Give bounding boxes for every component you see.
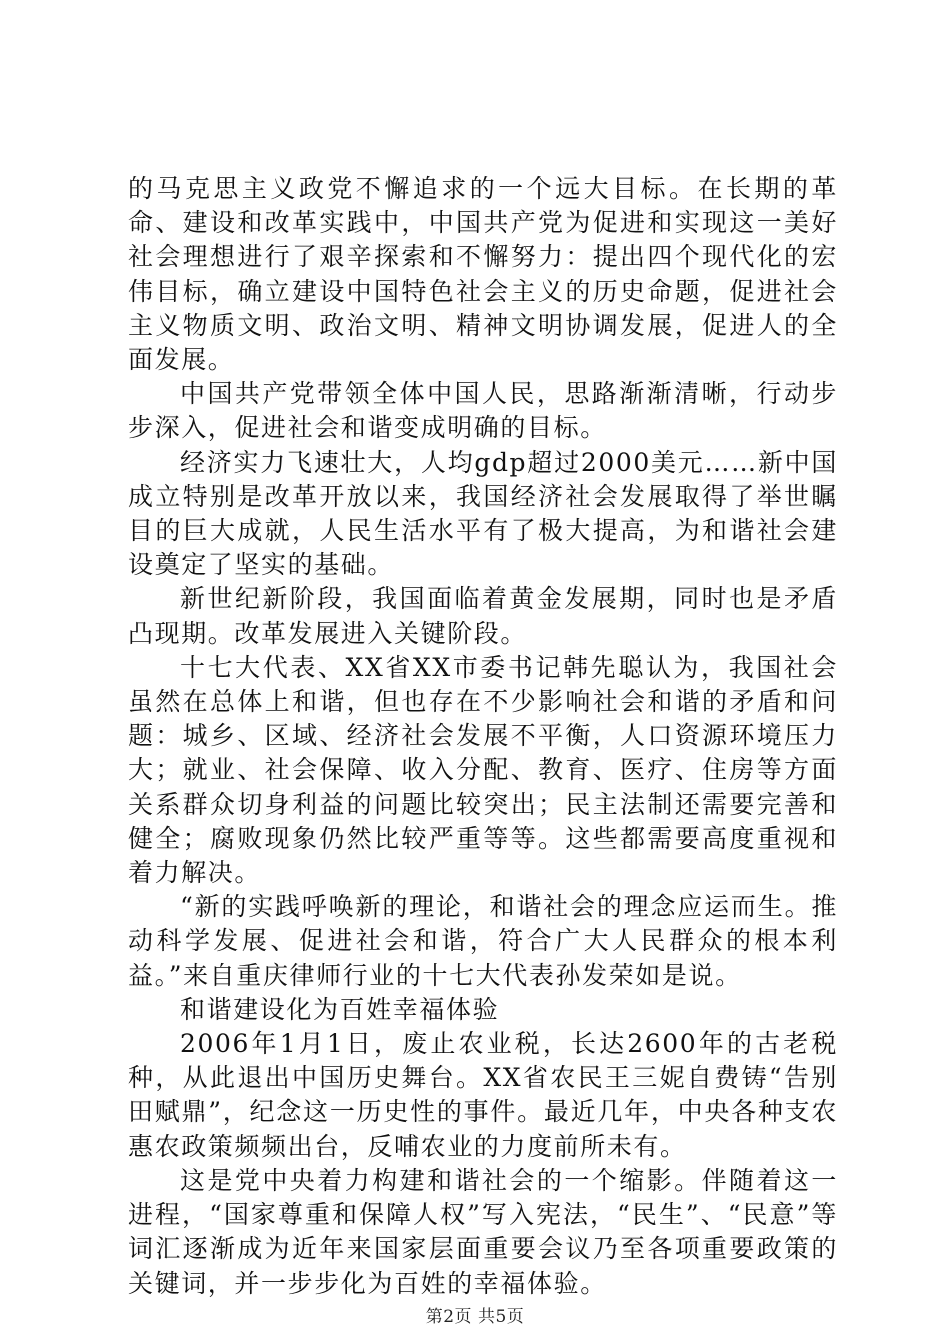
paragraph: 这是党中央着力构建和谐社会的一个缩影。伴随着这一进程，“国家尊重和保障人权”写入宪法，“民生”、“民意”等词汇逐渐成为近年来国家层面重要会议乃至各项重要政策的关键词，并一步步化为百姓的幸福体验。 (128, 1165, 838, 1298)
paragraph: 中国共产党带领全体中国人民，思路渐渐清晰，行动步步深入，促进社会和谐变成明确的目标。 (128, 379, 838, 443)
paragraph: 经济实力飞速壮大，人均gdp超过2000美元……新中国成立特别是改革开放以来，我国经济社会发展取得了举世瞩目的巨大成就，人民生活水平有了极大提高，为和谐社会建设奠定了坚实的基础。 (128, 447, 838, 580)
body-text (128, 172, 838, 1301)
page-number-footer: 第2页 共5页 (425, 1307, 525, 1327)
paragraph: 的马克思主义政党不懈追求的一个远大目标。在长期的革命、建设和改革实践中，中国共产党为促进和实现这一美好社会理想进行了艰辛探索和不懈努力：提出四个现代化的宏伟目标，确立建设中国特色社会主义的历史命题，促进社会主义物质文明、政治文明、精神文明协调发展，促进人的全面发展。 (128, 174, 838, 375)
paragraph: 新世纪新阶段，我国面临着黄金发展期，同时也是矛盾凸现期。改革发展进入关键阶段。 (128, 584, 838, 648)
section-heading: 和谐建设化为百姓幸福体验 (180, 994, 500, 1024)
paragraph: 十七大代表、XX省XX市委书记韩先聪认为，我国社会虽然在总体上和谐，但也存在不少影响社会和谐的矛盾和问题：城乡、区域、经济社会发展不平衡，人口资源环境压力大；就业、社会保障、收入分配、教育、医疗、住房等方面关系群众切身利益的问题比较突出；民主法制还需要完善和健全；腐败现象仍然比较严重等等。这些都需要高度重视和着力解决。 (128, 652, 838, 888)
paragraph: 2006年1月1日，废止农业税，长达2600年的古老税种，从此退出中国历史舞台。XX省农民王三妮自费铸“告别田赋鼎”，纪念这一历史性的事件。最近几年，中央各种支农惠农政策频频出台，反哺农业的力度前所未有。 (128, 1029, 838, 1161)
paragraph: “新的实践呼唤新的理论，和谐社会的理念应运而生。推动科学发展、促进社会和谐，符合广大人民群众的根本利益。”来自重庆律师行业的十七大代表孙发荣如是说。 (128, 892, 838, 990)
